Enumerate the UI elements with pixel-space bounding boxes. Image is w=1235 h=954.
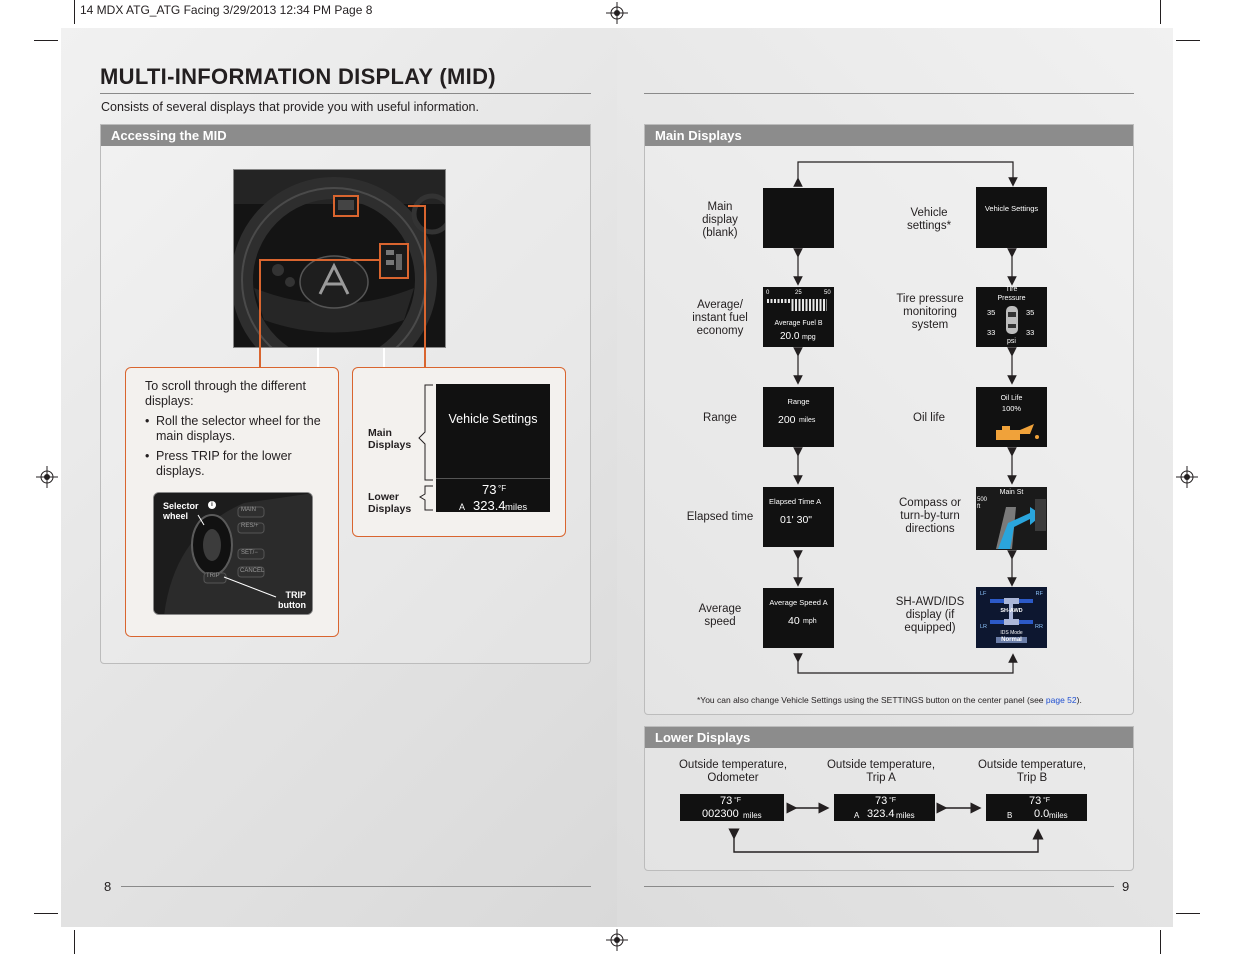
screen-value: 40 [788,615,800,627]
distance-unit: miles [505,502,528,513]
temp-unit: °F [889,797,897,804]
screen-title: Vehicle Settings [448,412,538,426]
screen-caption: Average Speed A [769,598,828,607]
main-display-blank-screen [763,188,834,248]
footer-rule [121,886,591,887]
instruction-bullet: • Roll the selector wheel for the main displays. [145,414,321,443]
corner-label: RR [1035,624,1043,630]
sh-awd-screen [976,587,1047,648]
crop-mark [1160,0,1161,24]
screen-value: 01' 30" [780,514,813,526]
trip-distance: 323.4 [473,498,506,513]
screen-caption: Range [787,397,810,406]
lower-flow-arrows [644,790,1134,860]
distance-unit: miles [896,811,915,820]
display-label: Outside temperature, Odometer [678,759,788,784]
page-number-right: 9 [1122,879,1130,894]
page-link[interactable]: page 52 [1045,695,1077,705]
crop-mark [34,40,58,41]
elapsed-time-screen [763,487,834,547]
directions-screen [976,487,1047,550]
scale-label: 25 [795,290,802,296]
outside-temp: 73 [1029,795,1042,807]
outside-temp: 73 [720,795,733,807]
title-rule [644,93,1134,94]
scale-label: 0 [766,290,770,296]
screen-caption: Elapsed Time A [769,497,822,506]
main-displays-label: Main Displays [368,427,412,451]
display-label: Average speed [698,603,742,628]
screen-caption: SH-AWD [1000,608,1023,614]
crop-mark [74,930,75,954]
temp-unit: °F [498,484,507,493]
screen-unit: psi [1007,338,1016,345]
display-label: Outside temperature, Trip B [977,759,1087,784]
page-title: MULTI-INFORMATION DISPLAY (MID) [100,64,496,89]
connector-line [408,205,426,207]
vehicle-settings-screen [976,187,1047,248]
connector-line [317,348,319,368]
outside-temp: 73 [875,795,888,807]
distance-readout: 500 ft [977,497,988,510]
instruction-bullet: • Press TRIP for the lower displays. [145,449,292,478]
temp-unit: °F [1043,797,1051,804]
range-screen [763,387,834,447]
screen-value: 20.0 [780,331,800,342]
display-label: Tire pressure monitoring system [896,293,964,331]
screen-unit: mpg [802,334,816,341]
display-label: SH-AWD/IDS display (if equipped) [895,596,965,634]
trip-button-label: TRIP [206,573,220,579]
odometer-value: 002300 [702,808,739,820]
mode-label: IDS Mode [1000,630,1023,636]
tire-value: 33 [987,328,996,337]
trip-indicator: A [854,811,860,820]
car-icon [1004,305,1020,335]
footnote-text: *You can also change Vehicle Settings using the SETTINGS button on the center panel (see [697,695,1046,705]
mid-screen-diagram [436,384,550,512]
print-slug: 14 MDX ATG_ATG Facing 3/29/2013 12:34 PM Page 8 [80,3,373,17]
turn-arrow-icon [976,499,1047,549]
trip-button-label: TRIP button [278,590,306,610]
registration-mark-icon [606,929,628,951]
outside-temp: 73 [482,482,497,497]
instructions-callout [125,367,339,637]
section-heading: Lower Displays [645,727,1133,748]
distance-unit: miles [1049,811,1068,820]
screen-caption: Oil Life [1000,395,1023,402]
trip-value: 323.4 [867,808,895,820]
section-heading: Main Displays [645,125,1133,146]
set-button-label: SET/− [241,550,258,556]
screen-value: 200 [778,414,796,426]
display-label: Vehicle settings* [906,207,952,232]
screen-value: 100% [1001,404,1022,413]
connector-line [259,259,380,261]
footnote-end: ). [1076,695,1082,705]
display-label: Main display (blank) [702,201,738,239]
section-heading: Accessing the MID [101,125,590,146]
display-diagram-callout [352,367,566,537]
selector-wheel-label: Selector wheel [163,501,199,521]
screen-caption: Average Fuel B [774,320,823,327]
scale-label: 50 [824,290,831,296]
connector-line [424,206,426,368]
crop-mark [74,0,75,24]
corner-label: LR [980,624,988,630]
display-label: Oil life [913,412,945,424]
connector-line [259,259,261,368]
oil-life-screen [976,387,1047,447]
mode-value: Normal [996,637,1027,643]
oil-can-icon [992,420,1042,444]
fuel-bar-gap [767,303,791,311]
crop-mark [1160,930,1161,954]
main-button-label: MAIN [241,507,256,513]
crop-mark [34,913,58,914]
trip-indicator: B [1007,811,1013,820]
footer-rule [644,886,1114,887]
registration-mark-icon [606,2,628,24]
info-icon: i [208,501,216,509]
screen-unit: miles [799,417,816,424]
display-label: Outside temperature, Trip A [826,759,936,784]
instructions-text: To scroll through the different displays: [145,379,306,408]
page-number-left: 8 [104,879,112,894]
screen-caption: Tire Pressure [997,286,1026,302]
display-label: Elapsed time [686,511,754,523]
tire-value: 35 [1026,308,1035,317]
connector-line [383,348,385,368]
footnote [697,695,1082,705]
bracket-icon [415,384,435,514]
screen-divider [436,478,550,479]
display-label: Range [703,412,737,424]
corner-label: RF [1035,591,1043,597]
cancel-button-label: CANCEL [240,568,265,574]
tire-pressure-screen [976,287,1047,347]
title-rule [100,93,591,94]
average-speed-screen [763,588,834,648]
temp-unit: °F [734,797,742,804]
crop-mark [1176,40,1200,41]
intro-text: Consists of several displays that provide you with useful information. [101,100,479,114]
screen-unit: mph [803,618,817,625]
steering-controls-photo [153,492,313,615]
screen-caption: Vehicle Settings [984,204,1039,213]
tire-value: 35 [987,308,996,317]
trip-value: 0.0 [1034,808,1050,820]
registration-mark-icon [36,466,58,488]
lower-displays-label: Lower Displays [368,491,412,515]
tire-value: 33 [1026,328,1035,337]
fuel-economy-screen [763,287,834,347]
crop-mark [1176,913,1200,914]
display-label: Compass or turn-by-turn directions [899,497,961,535]
corner-label: LF [980,591,987,597]
registration-mark-icon [1176,466,1198,488]
display-label: Average/ instant fuel economy [692,299,748,337]
screen-caption: Main St [999,489,1024,496]
trip-indicator: A [459,502,466,512]
distance-unit: miles [743,811,762,820]
res-button-label: RES/+ [241,523,259,529]
